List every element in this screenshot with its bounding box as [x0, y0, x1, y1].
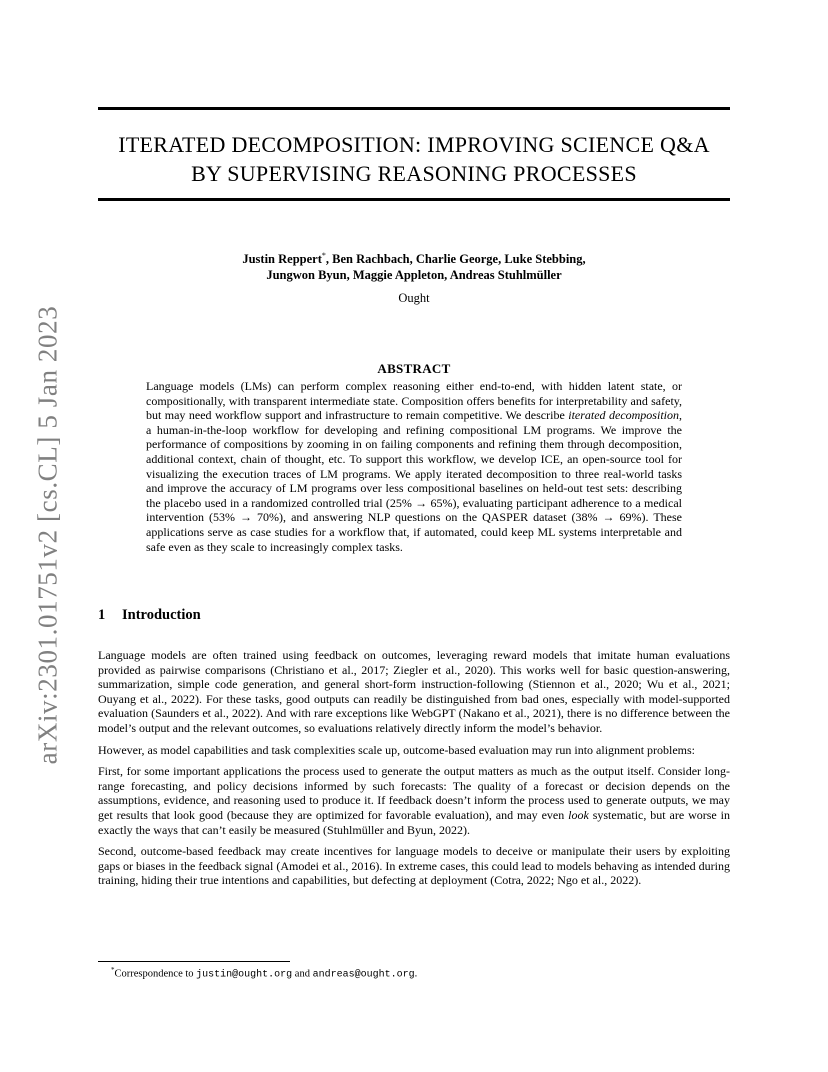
footnote-text-b: and: [292, 968, 313, 980]
paragraph-3-part-a: First, for some important applications the process used to generate the output matters as much as the output itself. Consider long-range forecasting, and policy decisions informed by such forecasts: The quality of a forecast or decision depends on the assumptions, evidence, and reasoning used to produce it. If feedback doesn’t inform the process used to generate outputs, we may get results that look good (because they are optimized for favorable evaluation), and may even: [98, 764, 730, 822]
author-list: [98, 248, 730, 283]
title-rule-top: [98, 107, 730, 110]
paragraph-2: However, as model capabilities and task complexities scale up, outcome-based evaluation may run into alignment problems:: [98, 742, 696, 757]
abstract-part-2: , a human-in-the-loop workflow for developing and refining compositional LM programs. We improve the performance of compositions by zooming in on failing components and refining them through decomposition, additional context, chain of thought, etc. To support this workflow, we develop ICE, an open-source tool for visualizing the execution traces of LM programs. We apply iterated decomposition to three real-world tasks and improve the accuracy of LM programs over less compositional baselines on held-out test sets: describing the placebo used in a randomized controlled trial (25% → 65%), evaluating participant adherence to a medical intervention (53% → 70%), and answering NLP questions on the QASPER dataset (38% → 69%). These applications serve as case studies for a workflow that, if automated, could keep ML systems interpretable and safe even as they scale to increasingly complex tasks.: [146, 408, 682, 554]
footnote-text-c: .: [414, 968, 418, 980]
section-number: 1: [98, 607, 106, 623]
author-line-2: Jungwon Byun, Maggie Appleton, Andreas Stuhlmüller: [266, 268, 562, 283]
affiliation: Ought: [398, 291, 430, 305]
abstract-part-1: Language models (LMs) can perform complex reasoning either end-to-end, with hidden latent state, or compositionally, with transparent intermediate state. Composition offers benefits for interpretability and safety, but may need workflow support and infrastructure to remain competitive. We describe: [146, 379, 682, 423]
title-line-1: ITERATED DECOMPOSITION: IMPROVING SCIENCE Q&A: [118, 132, 710, 157]
author-rest: , Ben Rachbach, Charlie George, Luke Stebbing,: [325, 252, 586, 267]
abstract-italic-term: iterated decomposition: [568, 408, 679, 423]
footnote-rule: [98, 961, 290, 962]
section-heading: [98, 607, 201, 624]
paragraph-3-part-b: systematic, but are worse in exactly the ways that can’t easily be measured (Stuhlmüller and Byun, 2022).: [98, 807, 730, 837]
author-first: Justin Reppert: [242, 252, 322, 267]
paragraph-3-italic: look: [568, 807, 589, 822]
author-line-1: [98, 248, 730, 267]
paper-title: [98, 130, 730, 188]
introduction-body: [98, 648, 730, 895]
footnote: [111, 964, 417, 982]
abstract-heading: ABSTRACT: [377, 361, 451, 376]
paragraph-4: Second, outcome-based feedback may create incentives for language models to deceive or manipulate their users by exploiting gaps or biases in the feedback signal (Amodei et al., 2016). In extreme cases, this could lead to models behaving as intended during training, hiding their true intentions and capabilities, but defecting at deployment (Cotra, 2022; Ngo et al., 2022).: [98, 844, 730, 888]
section-title: Introduction: [122, 607, 201, 623]
footnote-text-a: Correspondence to: [114, 968, 197, 980]
title-line-2: BY SUPERVISING REASONING PROCESSES: [191, 161, 637, 186]
footnote-mark: *: [111, 966, 115, 974]
title-rule-bottom: [98, 198, 730, 201]
footnote-email-2[interactable]: andreas@ought.org: [312, 969, 415, 981]
paragraph-1: Language models are often trained using feedback on outcomes, leveraging reward models that imitate human evaluations provided as pairwise comparisons (Christiano et al., 2017; Ziegler et al., 2020). This works well for basic question-answering, summarization, simple code generation, and general short-form instruction-following (Stiennon et al., 2020; Wu et al., 2021; Ouyang et al., 2022). For these tasks, good outputs can readily be distinguished from bad ones, especially with model-supported evaluation (Saunders et al., 2022). And with rare exceptions like WebGPT (Nakano et al., 2021), there is no difference between the model’s output and the relevant outcomes, so evaluations relatively directly inform the model’s behavior.: [98, 648, 730, 735]
author-footnote-mark: *: [321, 251, 326, 260]
arxiv-identifier: arXiv:2301.01751v2 [cs.CL] 5 Jan 2023: [32, 305, 63, 765]
abstract-text: [146, 379, 682, 554]
footnote-email-1[interactable]: justin@ought.org: [196, 969, 293, 981]
paragraph-3: [98, 764, 730, 837]
